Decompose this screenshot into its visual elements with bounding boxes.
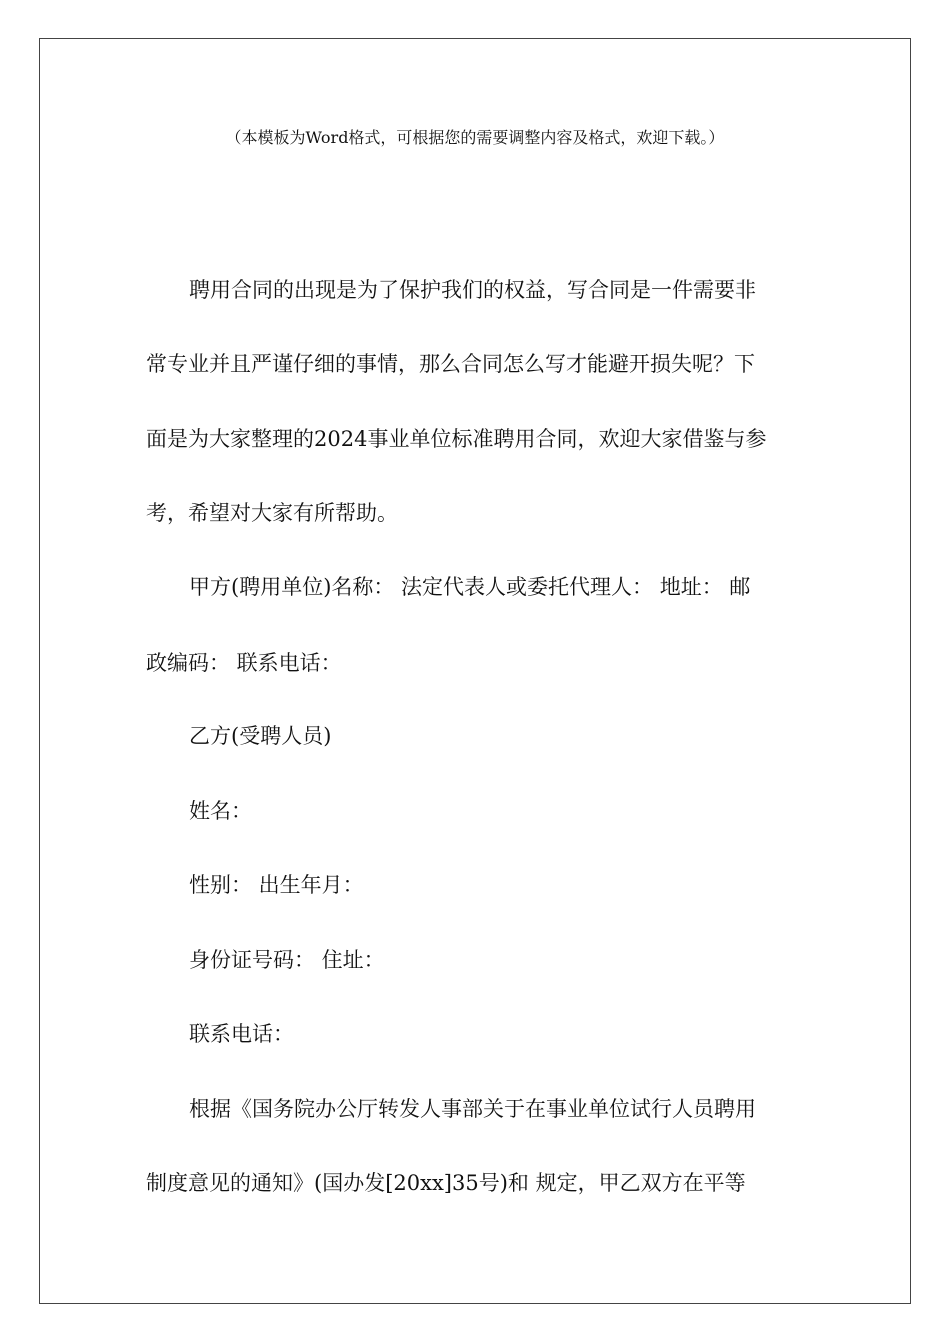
party-b-gender-birth: 性别： 出生年月： <box>189 873 364 897</box>
party-b-id-address: 身份证号码： 住址： <box>189 948 385 972</box>
basis-line-2: 制度意见的通知》(国办发[20xx]35号)和 规定，甲乙双方在平等 <box>146 1171 746 1195</box>
template-note: （本模板为Word格式，可根据您的需要调整内容及格式，欢迎下载。） <box>225 128 725 147</box>
intro-line-1: 聘用合同的出现是为了保护我们的权益，写合同是一件需要非 <box>189 278 756 302</box>
basis-line-1: 根据《国务院办公厅转发人事部关于在事业单位试行人员聘用 <box>189 1097 756 1121</box>
party-b-heading: 乙方(受聘人员) <box>189 724 332 748</box>
party-a-line-2: 政编码： 联系电话： <box>146 651 342 675</box>
party-b-phone: 联系电话： <box>189 1022 294 1046</box>
party-a-line-1: 甲方(聘用单位)名称： 法定代表人或委托代理人： 地址： 邮 <box>189 575 751 599</box>
intro-line-4: 考，希望对大家有所帮助。 <box>146 501 398 525</box>
intro-line-3: 面是为大家整理的2024事业单位标准聘用合同，欢迎大家借鉴与参 <box>146 427 767 451</box>
intro-line-2: 常专业并且严谨仔细的事情，那么合同怎么写才能避开损失呢？下 <box>146 352 755 376</box>
party-b-name: 姓名： <box>189 799 252 823</box>
